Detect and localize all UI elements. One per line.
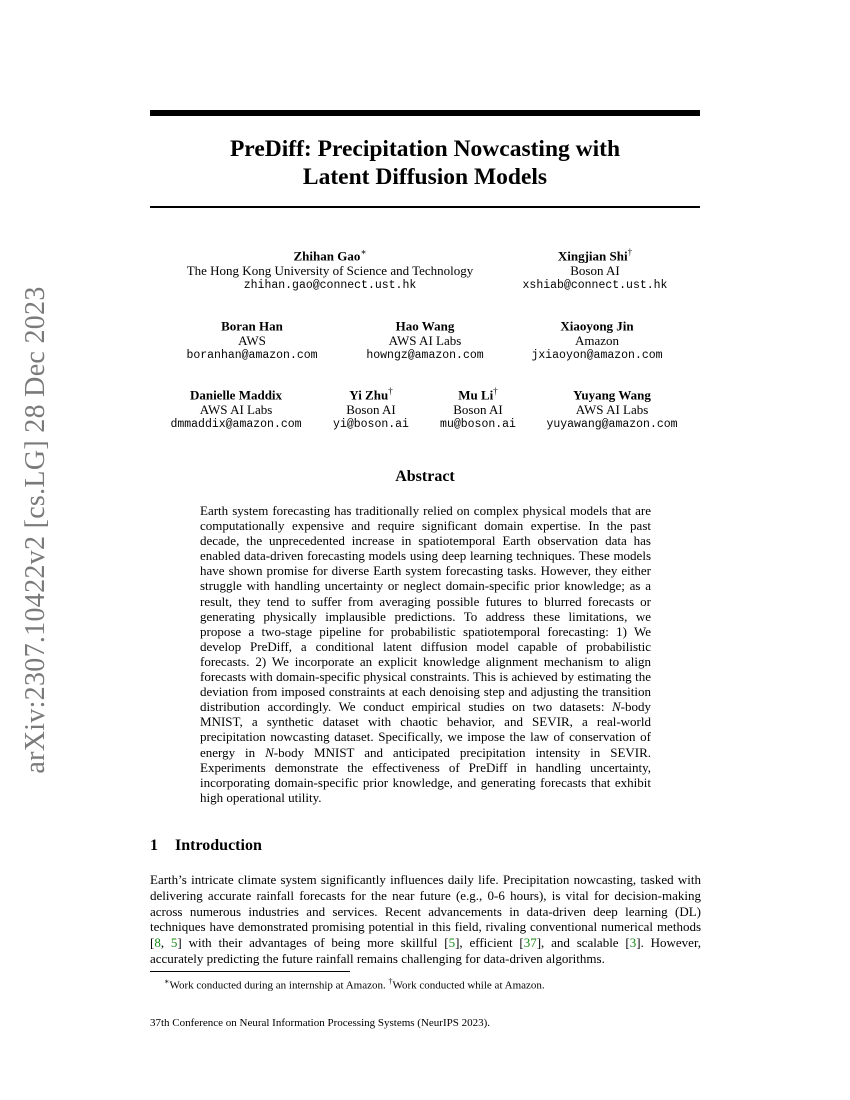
author-block — [170, 384, 301, 432]
author-name: Xiaoyong Jin — [560, 318, 634, 334]
arxiv-stamp-text: arXiv:2307.10422v2 [cs.LG] 28 Dec 2023 — [20, 286, 51, 774]
author-block — [531, 315, 662, 363]
author-affiliation: AWS — [238, 333, 266, 349]
author-email[interactable]: yi@boson.ai — [333, 418, 409, 432]
citation-link[interactable]: 8 — [154, 935, 161, 951]
citation-link[interactable]: 5 — [170, 935, 178, 951]
title-line-2: Latent Diffusion Models — [302, 164, 548, 190]
author-affiliation: AWS AI Labs — [575, 402, 649, 418]
author-email[interactable]: mu@boson.ai — [440, 418, 516, 432]
author-block — [186, 315, 317, 363]
author-email[interactable]: dmmaddix@amazon.com — [170, 418, 302, 432]
author-name: Yuyang Wang — [573, 387, 651, 403]
author-block — [440, 384, 516, 432]
author-name: Xingjian Shi† — [557, 247, 633, 264]
abstract-heading: Abstract — [395, 468, 455, 485]
abstract-text: Earth system forecasting has traditionally relied on complex physical models that are computationally expensive and require significant domain expertise. In the past decade, the unprecedented increase in spatiotemporal Earth observation data has enabled data-driven forecasting models using deep learning techniques. These models have shown promise for diverse Earth system forecasting tasks. However, they either struggle with handling uncertainty or neglect domain-specific prior knowledge; as a result, they tend to suffer from averaging possible futures to blurred forecasts or generating physically implausible predictions. To address these limitations, we propose a two-stage pipeline for probabilistic spatiotemporal forecasting: 1) We develop PreDiff, a conditional latent diffusion model capable of probabilistic forecasts. 2) We incorporate an explicit knowledge alignment mechanism to align forecasts with domain-specific physical constraints. This is achieved by estimating the deviation from imposed constraints at each denoising step and adjusting the transition distribution accordingly. We conduct empirical studies on two datasets: N-body MNIST, a synthetic dataset with chaotic behavior, and SEVIR, a real-world precipitation nowcasting dataset. Specifically, we impose the law of conservation of energy in N-body MNIST and anticipated precipitation intensity in SEVIR. Experiments demonstrate the effectiveness of PreDiff in handling uncertainty, incorporating domain-specific prior knowledge, and generating forecasts that exhibit high operational utility. — [200, 503, 652, 805]
citation-link[interactable]: 3 — [629, 935, 637, 951]
author-block — [523, 245, 668, 293]
author-block — [187, 245, 474, 293]
title-rule-top — [150, 110, 700, 116]
introduction-text: Earth’s intricate climate system significantly influences daily life. Precipitation nowcasting, tasked with delivering accurate rainfall forecasts for the near future (e.g., 0-6 hours), is vital for decision-making across numerous industries and services. Recent advancements in data-driven deep learning (DL) techniques have demonstrated promising potential in this field, rivaling conventional numerical methods [8, 5] with their advantages of being more skillful [5], efficient [37], and scalable [3]. However, accurately predicting the future rainfall remains challenging for data-driven algorithms. — [150, 872, 702, 966]
venue-note: 37th Conference on Neural Information Processing Systems (NeurIPS 2023). — [150, 1017, 491, 1029]
citation-link[interactable]: 37 — [523, 935, 537, 951]
author-name: Zhihan Gao∗ — [293, 247, 367, 264]
author-email[interactable]: zhihan.gao@connect.ust.hk — [243, 279, 417, 293]
author-affiliation: AWS AI Labs — [388, 333, 462, 349]
author-affiliation: Boson AI — [453, 402, 503, 418]
author-email[interactable]: yuyawang@amazon.com — [546, 418, 678, 432]
author-affiliation: Boson AI — [570, 263, 620, 279]
author-name: Hao Wang — [395, 318, 455, 334]
footnote: ∗Work conducted during an internship at Amazon. †Work conducted while at Amazon. — [164, 977, 545, 992]
author-name: Boran Han — [221, 318, 283, 334]
author-email[interactable]: boranhan@amazon.com — [186, 349, 318, 363]
title-line-1: PreDiff: Precipitation Nowcasting with — [229, 136, 621, 162]
author-block — [366, 315, 483, 363]
author-email[interactable]: xshiab@connect.ust.hk — [522, 279, 668, 293]
citation-link[interactable]: 5 — [448, 935, 456, 951]
author-affiliation: Amazon — [574, 333, 620, 349]
paper-title — [150, 135, 700, 191]
title-rule-bottom — [150, 206, 700, 208]
author-affiliation: AWS AI Labs — [199, 402, 273, 418]
author-name: Mu Li† — [458, 386, 498, 403]
author-email[interactable]: howngz@amazon.com — [366, 349, 484, 363]
author-name: Yi Zhu† — [349, 386, 393, 403]
author-block — [546, 384, 677, 432]
footnote-rule — [150, 971, 350, 972]
author-affiliation: Boson AI — [346, 402, 396, 418]
author-email[interactable]: jxiaoyon@amazon.com — [531, 349, 663, 363]
author-affiliation: The Hong Kong University of Science and Technology — [186, 263, 474, 279]
section-heading-introduction — [150, 837, 262, 855]
section-title: Introduction — [175, 837, 262, 854]
section-number: 1 — [150, 837, 158, 854]
author-name: Danielle Maddix — [189, 387, 283, 403]
author-block — [333, 384, 409, 432]
